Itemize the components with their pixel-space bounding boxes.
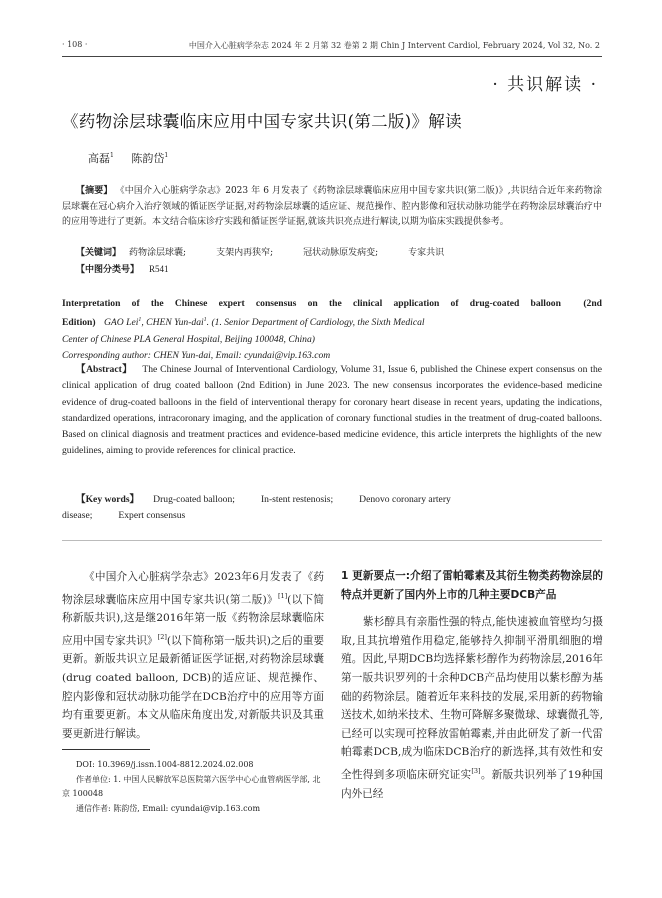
english-keyword-2: In-stent restenosis; [260,494,334,505]
section-heading-1: 1 更新要点一:介绍了雷帕霉素及其衍生物类药物涂层的特点并更新了国内外上市的几种主要DCB产品 [341,570,603,601]
abstract-cn-label: 【摘要】 [76,186,113,196]
english-title-line2: Edition) [62,317,96,329]
clc-code: R541 [149,264,169,274]
english-keyword-1: Drug-coated balloon; [153,494,235,505]
body-right-column [341,567,603,803]
english-title-line2-wrap [62,312,602,331]
english-author-1-affil: 1 [138,317,142,324]
english-keywords-label: 【Key words】 [76,494,140,505]
page-number: · 108 · [62,40,88,49]
body-left-column [62,568,324,743]
english-keywords-row1 [62,492,602,508]
citation-1: [1] [277,591,288,600]
article-title: 《药物涂层球囊临床应用中国专家共识(第二版)》解读 [62,112,462,131]
author-2: 陈韵岱 [131,152,165,165]
author-1-affil: 1 [110,152,114,159]
footnotes [62,758,324,816]
english-affiliation: . (1. Senior Department of Cardiology, the Sixth Medical [206,317,425,329]
english-affiliation-2: Center of Chinese PLA General Hospital, Beijing 100048, China) [62,333,315,345]
footnote-affiliation: 作者单位: 1. 中国人民解放军总医院第六医学中心心血管病医学部, 北京 100048 [62,774,321,798]
clc-row [62,262,602,279]
keyword-cn-3: 冠状动脉原发病变; [303,248,379,258]
keyword-cn-2: 支架内再狭窄; [216,248,274,258]
author-2-affil: 1 [164,152,169,159]
journal-running-header: 中国介入心脏病学杂志 2024 年 2 月第 32 卷第 2 期 Chin J Intervent Cardiol, February 2024, Vol 32, No. 2 [188,41,600,50]
citation-2: [2] [157,632,167,641]
english-keyword-4: disease; [62,510,93,522]
english-keywords-row2 [62,508,602,524]
english-author-2-affil: 1 [203,317,207,324]
intro-text-c: (以下简称第一版共识)之后的重要更新。新版共识立足最新循证医学证据,对药物涂层球囊(drug coated balloon, DCB)的适应证、规范操作、腔内影像和冠状动脉功能学在DCB治疗中的应用等方面均有重要更新。本文从临床角度出发,对新版共识及其重要更新进行解读。 [62,634,325,740]
keyword-cn-1: 药物涂层球囊; [129,248,187,258]
english-abstract-text: The Chinese Journal of Interventional Cardiology, Volume 31, Issue 6, published the Chinese expert consensus on the clinical application of drug coated balloon (2nd Edition) in June 2023. The new consensus incorporates the evidence-based medicine evidence of drug-coated balloons in the field of interventional therapy for coronary heart disease in recent years, updating the indications, standardized operations, intracoronary imaging, and the application of coronary functional studies in the treatment of drug-coated balloons. Based on clinical diagnosis and treatment practices and evidence-based medicine evidence, this article interprets the highlights of the new guidelines, aiming to provide references for clinical practice. [62,364,602,457]
section-1-text-b: 。新版共识列举了19种国内外已经 [341,768,604,800]
footnote-rule [62,749,150,750]
section-1-text-a: 紫杉醇具有亲脂性强的特点,能快速被血管壁均匀摄取,且其抗增殖作用稳定,能够持久抑制平滑肌细胞的增殖。因此,早期DCB均选择紫杉醇作为药物涂层,2016年第一版共识罗列的十余种DCB产品均使用以紫杉醇为基础的药物涂层。随着近年来科技的发展,采用新的药物输送技术,如纳米技术、生物可降解多聚微球、球囊微孔等,已经可以实现可控释放雷帕霉素,并由此研发了新一代雷帕霉素DCB,成为临床DCB治疗的新选择,其有效性和安全性得到多项临床研究证实 [341,616,603,781]
clc-label: 【中图分类号】 [76,265,140,275]
footnote-doi: DOI: 10.3969/j.issn.1004-8812.2024.02.008 [76,760,254,769]
author-1: 高磊 [88,152,110,165]
english-abstract-label: 【Abstract】 [76,364,133,375]
english-abstract [62,362,602,460]
english-keywords [62,492,602,525]
header-rule [62,56,602,57]
section-1-paragraph [341,613,603,803]
english-author-2: , CHEN Yun-dai [141,317,204,329]
intro-text-a: 《中国介入心脏病学杂志》2023年6月发表了《药物涂层球囊临床应用中国专家共识(第二版)》 [62,571,324,606]
keyword-cn-4: 专家共识 [408,248,445,258]
abstract-separator [62,540,602,541]
intro-paragraph [62,568,324,743]
abstract-cn-text: 《中国介入心脏病学杂志》2023 年 6 月发表了《药物涂层球囊临床应用中国专家共识(第二版)》,共识结合近年来药物涂层球囊在冠心病介入治疗领域的循证医学证据,对药物涂层球囊的适应证、规范操作、腔内影像和冠状动脉功能学在药物涂层球囊治疗中的应用等进行了更新。本文结合临床诊疗实践和循证医学证据,就该共识亮点进行解读,以期为临床实践提供参考。 [62,186,602,227]
intro-text-b: (以下简称新版共识),这是继2016年第一版《药物涂层球囊临床应用中国专家共识》 [62,593,324,647]
english-author-1: GAO Lei [104,317,139,329]
footnote-corresponding: 通信作者: 陈韵岱, Email: cyundai@vip.163.com [76,803,261,813]
english-keyword-5: Expert consensus [118,510,186,522]
author-list [88,150,168,166]
keywords-cn-label: 【关键词】 [76,248,122,258]
corresponding-author: Corresponding author: CHEN Yun-dai, Email: cyundai@vip.163.com [62,350,331,362]
section-tag: · 共识解读 · [492,75,598,95]
keywords-cn [62,246,602,262]
english-keyword-3: Denovo coronary artery [359,494,451,505]
english-title [62,296,602,364]
abstract-cn [62,184,602,231]
citation-3: [3] [471,766,481,775]
english-title-line1: Interpretation of the Chinese expert consensus on the clinical application of drug-coated balloon (2nd [62,298,602,309]
